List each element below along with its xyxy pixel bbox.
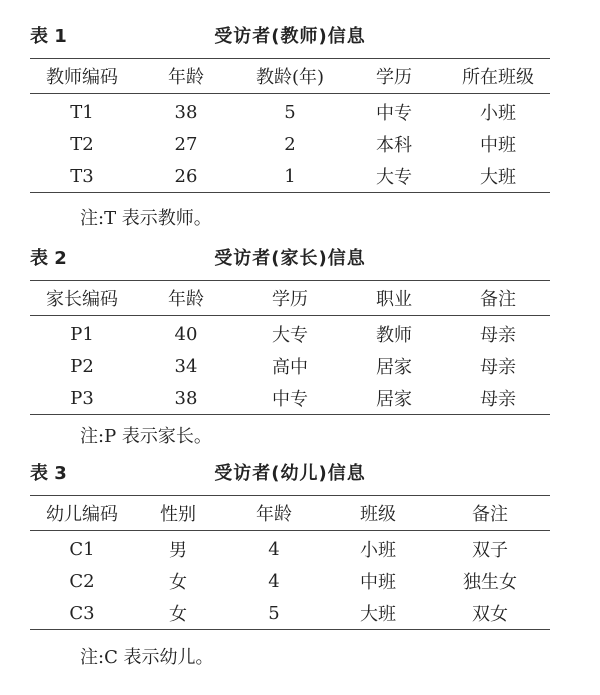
table-cell: T2 bbox=[70, 133, 94, 155]
table-note: 注:P 表示家长。 bbox=[80, 426, 212, 447]
table-number: 表 1 bbox=[30, 26, 67, 47]
table-cell: 小班 bbox=[360, 540, 396, 561]
table-cell: 4 bbox=[268, 538, 280, 560]
table-cell: 大专 bbox=[342, 160, 446, 193]
table-cell: C1 bbox=[69, 538, 95, 560]
table-note: 注:T 表示教师。 bbox=[80, 208, 212, 229]
table-cell: 居家 bbox=[376, 357, 412, 378]
table-cell: 母亲 bbox=[480, 357, 516, 378]
table-row bbox=[30, 531, 550, 566]
column-header: 家长编码 bbox=[30, 281, 134, 316]
table-cell: 5 bbox=[222, 597, 326, 630]
table-title: 受访者(教师)信息 bbox=[214, 26, 366, 47]
table-cell: 大班 bbox=[326, 597, 430, 630]
table-cell: C2 bbox=[69, 570, 95, 592]
column-header: 幼儿编码 bbox=[30, 496, 134, 531]
table-row bbox=[30, 565, 550, 597]
table-cell: 4 bbox=[268, 570, 280, 592]
table-3-caption bbox=[30, 455, 550, 485]
table-cell: 大班 bbox=[446, 160, 550, 193]
table-cell: 女 bbox=[134, 597, 222, 630]
table-row bbox=[30, 316, 550, 351]
table-cell: 母亲 bbox=[446, 382, 550, 415]
table-cell: 中专 bbox=[238, 382, 342, 415]
table-cell: P2 bbox=[70, 355, 94, 377]
table-row bbox=[30, 160, 550, 193]
table-1-caption bbox=[30, 18, 550, 48]
column-header: 年龄 bbox=[134, 281, 238, 316]
table-row bbox=[30, 94, 550, 129]
table-cell: 27 bbox=[174, 133, 198, 155]
table-cell: 26 bbox=[134, 160, 238, 193]
column-header: 教龄(年) bbox=[238, 59, 342, 94]
column-header: 备注 bbox=[430, 496, 550, 531]
table-row bbox=[30, 350, 550, 382]
table-number: 表 3 bbox=[30, 463, 67, 484]
table-cell: 独生女 bbox=[463, 572, 517, 593]
table-cell: 女 bbox=[169, 572, 187, 593]
header-row bbox=[30, 496, 550, 531]
table-cell: 38 bbox=[174, 101, 198, 123]
table-number: 表 2 bbox=[30, 248, 67, 269]
table-row bbox=[30, 382, 550, 415]
table-title: 受访者(家长)信息 bbox=[214, 248, 366, 269]
table-cell: 40 bbox=[174, 323, 198, 345]
column-header: 教师编码 bbox=[30, 59, 134, 94]
table-cell: 本科 bbox=[376, 135, 412, 156]
table-title: 受访者(幼儿)信息 bbox=[214, 463, 366, 484]
table-cell: P1 bbox=[70, 323, 94, 345]
table-cell: 大专 bbox=[272, 325, 308, 346]
table-cell: 男 bbox=[169, 540, 187, 561]
table-cell: 34 bbox=[174, 355, 198, 377]
table-cell: 教师 bbox=[376, 325, 412, 346]
column-header: 班级 bbox=[326, 496, 430, 531]
column-header: 性别 bbox=[134, 496, 222, 531]
table-cell: 母亲 bbox=[480, 325, 516, 346]
table-cell: T3 bbox=[30, 160, 134, 193]
column-header: 学历 bbox=[342, 59, 446, 94]
table-cell: 2 bbox=[284, 133, 296, 155]
table-cell: 中班 bbox=[480, 135, 516, 156]
table-cell: 居家 bbox=[342, 382, 446, 415]
table-row bbox=[30, 128, 550, 160]
table-note: 注:C 表示幼儿。 bbox=[80, 647, 214, 668]
column-header: 职业 bbox=[342, 281, 446, 316]
header-row bbox=[30, 281, 550, 316]
table-cell: 小班 bbox=[480, 103, 516, 124]
child-table bbox=[30, 495, 550, 630]
table-cell: P3 bbox=[30, 382, 134, 415]
column-header: 学历 bbox=[238, 281, 342, 316]
teacher-table bbox=[30, 58, 550, 193]
column-header: 年龄 bbox=[134, 59, 238, 94]
table-cell: C3 bbox=[30, 597, 134, 630]
table-cell: 5 bbox=[284, 101, 296, 123]
table-cell: 1 bbox=[238, 160, 342, 193]
table-cell: 38 bbox=[134, 382, 238, 415]
table-row bbox=[30, 597, 550, 630]
column-header: 备注 bbox=[446, 281, 550, 316]
header-row bbox=[30, 59, 550, 94]
table-cell: 中班 bbox=[360, 572, 396, 593]
table-cell: 双子 bbox=[472, 540, 508, 561]
table-2-caption bbox=[30, 240, 550, 270]
table-cell: 中专 bbox=[376, 103, 412, 124]
table-cell: 双女 bbox=[430, 597, 550, 630]
parent-table bbox=[30, 280, 550, 415]
column-header: 所在班级 bbox=[446, 59, 550, 94]
column-header: 年龄 bbox=[222, 496, 326, 531]
table-cell: T1 bbox=[70, 101, 94, 123]
table-cell: 高中 bbox=[272, 357, 308, 378]
